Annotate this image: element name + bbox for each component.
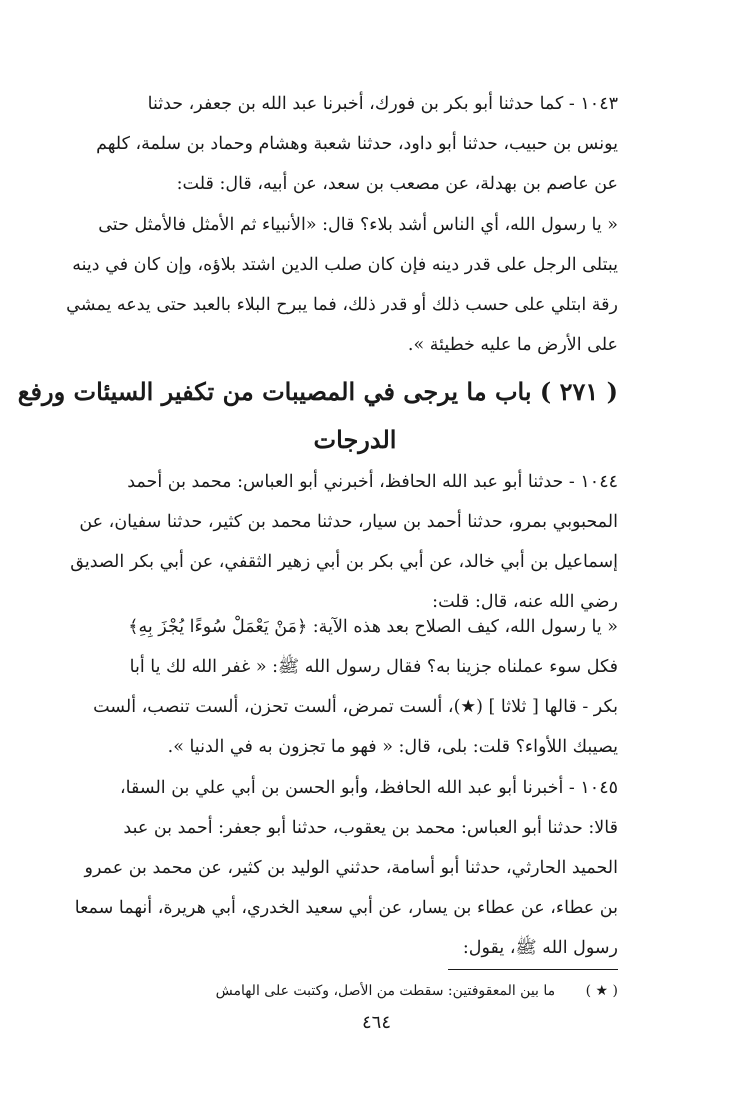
- hadith-1044-isnad: [70, 462, 618, 622]
- text-line: الحميد الحارثي، حدثنا أبو أسامة، حدثني الوليد بن كثير، عن محمد بن عمرو: [84, 858, 618, 878]
- heading-line: الدرجات: [313, 425, 397, 454]
- text-line: رقة ابتلي على حسب ذلك أو قدر ذلك، فما يبرح البلاء بالعبد حتى يدعه يمشي: [66, 295, 618, 315]
- text-line: ١٠٤٣ - كما حدثنا أبو بكر بن فورك، أخبرنا عبد الله بن جعفر، حدثنا: [147, 94, 618, 114]
- text-line: المحبوبي بمرو، حدثنا أحمد بن سيار، حدثنا محمد بن كثير، حدثنا سفيان، عن: [79, 512, 618, 532]
- footnote-text: ما بين المعقوفتين: سقطت من الأصل، وكتبت على الهامش: [215, 983, 556, 999]
- text-line: « يا رسول الله، أي الناس أشد بلاء؟ قال: «الأنبياء ثم الأمثل فالأمثل حتى: [98, 215, 618, 235]
- text-line: فكل سوء عملناه جزينا به؟ فقال رسول الله ﷺ: « غفر الله لك يا أبا: [129, 657, 618, 677]
- text-line: عن عاصم بن بهدلة، عن مصعب بن سعد، عن أبيه، قال: قلت:: [176, 174, 618, 194]
- hadith-1043-matn: [66, 205, 618, 365]
- hadith-1043-isnad: [92, 84, 618, 204]
- hadith-1045-isnad: [74, 768, 618, 968]
- text-line: يبتلى الرجل على قدر دينه فإن كان صلب الدين اشتد بلاؤه، وإن كان في دينه: [72, 255, 618, 275]
- text-line: رضي الله عنه، قال: قلت:: [432, 592, 618, 612]
- text-line: على الأرض ما عليه خطيئة ».: [407, 335, 618, 355]
- page-number: ٤٦٤: [361, 1012, 391, 1033]
- chapter-heading: [17, 368, 618, 464]
- text-line: ١٠٤٤ - حدثنا أبو عبد الله الحافظ، أخبرني أبو العباس: محمد بن أحمد: [127, 472, 618, 492]
- text-line: يونس بن حبيب، حدثنا أبو داود، حدثنا شعبة وهشام وحماد بن سلمة، كلهم: [96, 134, 618, 154]
- text-line: يصيبك اللأواء؟ قلت: بلى، قال: « فهو ما تجزون به في الدنيا ».: [167, 737, 618, 757]
- text-line: « يا رسول الله، كيف الصلاح بعد هذه الآية: ﴿مَنْ يَعْمَلْ سُوءًا يُجْزَ بِهِ﴾: [128, 617, 618, 637]
- heading-line: ( ٢٧١ ) باب ما يرجى في المصيبات من تكفير السيئات ورفع: [17, 377, 618, 406]
- text-line: رسول الله ﷺ، يقول:: [462, 938, 618, 958]
- hadith-1044-matn: [92, 607, 618, 767]
- footnote: [200, 976, 618, 1006]
- footnote-divider: [448, 969, 618, 970]
- text-line: بن عطاء، عن عطاء بن يسار، عن أبي سعيد الخدري، أبي هريرة، أنهما سمعا: [74, 898, 618, 918]
- footnote-marker: ( ★ ): [585, 983, 618, 999]
- text-line: بكر - قالها [ ثلاثا ] (★)، ألست تمرض، ألست تحزن، ألست تنصب، ألست: [93, 697, 618, 717]
- text-line: إسماعيل بن أبي خالد، عن أبي بكر بن أبي زهير الثقفي، عن أبي بكر الصديق: [70, 552, 618, 572]
- text-line: ١٠٤٥ - أخبرنا أبو عبد الله الحافظ، وأبو الحسن بن أبي علي بن السقا،: [120, 778, 618, 798]
- text-line: قالا: حدثنا أبو العباس: محمد بن يعقوب، حدثنا أبو جعفر: أحمد بن عبد: [123, 818, 618, 838]
